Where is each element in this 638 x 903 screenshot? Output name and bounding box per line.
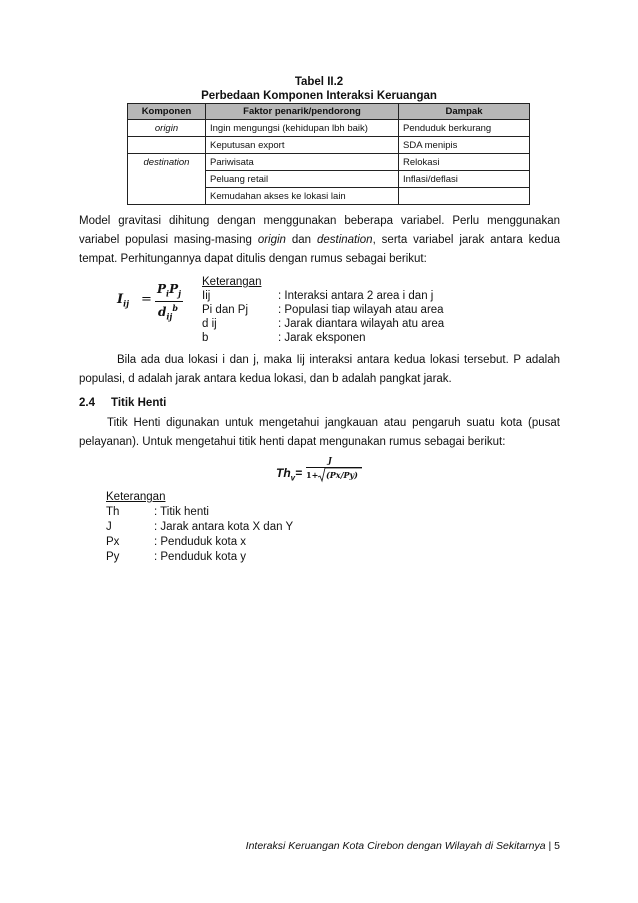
th-lhs-sub: v bbox=[290, 473, 296, 483]
cell-dampak: Inflasi/deflasi bbox=[399, 171, 530, 188]
fraction-bar bbox=[155, 301, 183, 302]
legend-term: Th bbox=[106, 506, 120, 518]
table-header-row bbox=[128, 104, 530, 120]
legend-desc: : Titik henti bbox=[154, 506, 209, 518]
legend-desc: : Jarak diantara wilayah atu area bbox=[278, 318, 445, 330]
cell-komponen bbox=[128, 171, 206, 188]
th-radicand: (Px/Py) bbox=[326, 470, 358, 480]
paragraph-text: Model gravitasi dihitung dengan menggunakan beberapa variabel. Perlu menggunakan variabel populasi masing-masing bbox=[79, 215, 560, 246]
th-numerator: J bbox=[328, 455, 332, 465]
formula-lhs: I bbox=[117, 292, 124, 307]
table-row bbox=[128, 154, 530, 171]
table-row bbox=[128, 188, 530, 205]
section-text: Titik Henti digunakan untuk mengetahui jangkauan atau pengaruh suatu kota (pusat pelayanan). Untuk mengetahui titik henti dapat mengunakan rumus sebagai berikut: bbox=[79, 417, 560, 448]
gravity-paragraph bbox=[79, 212, 560, 269]
legend-term: Py bbox=[106, 551, 120, 563]
cell-faktor: Pariwisata bbox=[206, 154, 399, 171]
formula-sub: i bbox=[166, 288, 170, 299]
th-one: 1+ bbox=[306, 470, 319, 480]
legend-desc: : Penduduk kota y bbox=[154, 551, 247, 563]
th-formula bbox=[276, 453, 372, 497]
gravity-formula bbox=[117, 282, 197, 326]
section-title: Titik Henti bbox=[111, 397, 167, 409]
formula-sup: b bbox=[172, 303, 178, 313]
formula-lhs-sub: ij bbox=[123, 298, 130, 309]
cell-dampak: Relokasi bbox=[399, 154, 530, 171]
cell-komponen bbox=[128, 188, 206, 205]
legend-term: d ij bbox=[202, 318, 217, 330]
cell-faktor: Kemudahan akses ke lokasi lain bbox=[206, 188, 399, 205]
legend-term: Px bbox=[106, 536, 120, 548]
table-row bbox=[128, 120, 530, 137]
legend-desc: : Populasi tiap wilayah atau area bbox=[278, 304, 444, 316]
legend-desc: : Jarak antara kota X dan Y bbox=[154, 521, 294, 533]
formula-numerator bbox=[157, 282, 181, 298]
destination-term: destination bbox=[316, 234, 373, 246]
keterangan-title: Keterangan bbox=[202, 276, 262, 288]
formula-p: P bbox=[157, 282, 167, 296]
legend-term: Iij bbox=[202, 290, 211, 302]
table-row bbox=[128, 137, 530, 154]
components-table bbox=[127, 103, 530, 205]
footer-title: Interaksi Keruangan Kota Cirebon dengan Wilayah di Sekitarnya bbox=[245, 840, 546, 852]
formula-sub: ij bbox=[166, 311, 173, 322]
legend-desc: : Interaksi antara 2 area i dan j bbox=[278, 290, 434, 302]
legend-desc: : Jarak eksponen bbox=[278, 332, 366, 344]
cell-dampak: SDA menipis bbox=[399, 137, 530, 154]
page-number: 5 bbox=[554, 840, 560, 852]
formula-d: d bbox=[158, 305, 167, 319]
legend-term: b bbox=[202, 332, 209, 344]
cell-komponen: destination bbox=[128, 154, 206, 171]
footer-separator: | bbox=[548, 840, 552, 852]
formula-denominator bbox=[158, 303, 178, 321]
formula-equals: = bbox=[141, 292, 152, 307]
th-lhs: Th bbox=[276, 466, 291, 480]
legend-term: Pi dan Pj bbox=[202, 304, 249, 316]
formula-p: P bbox=[169, 282, 179, 296]
keterangan-title: Keterangan bbox=[106, 491, 166, 503]
section-number: 2.4 bbox=[79, 397, 95, 409]
header-faktor: Faktor penarik/pendorong bbox=[206, 104, 399, 120]
page-footer bbox=[0, 840, 560, 852]
paragraph-text: , serta variabel jarak antara kedua tempat. Perhitungannya dapat ditulis dengan rumus sebagai berikut: bbox=[79, 234, 561, 265]
cell-komponen bbox=[128, 137, 206, 154]
header-dampak: Dampak bbox=[399, 104, 530, 120]
cell-dampak: Penduduk berkurang bbox=[399, 120, 530, 137]
table-row bbox=[128, 171, 530, 188]
legend-term: J bbox=[106, 521, 112, 533]
th-equals: = bbox=[295, 466, 303, 480]
table-label: Tabel II.2 bbox=[294, 76, 344, 88]
interaction-paragraph: Bila ada dua lokasi i dan j, maka Iij interaksi antara kedua lokasi tersebut. P adalah populasi, d adalah jarak antara kedua lokasi, dan b adalah pangkat jarak. bbox=[79, 354, 560, 385]
formula-sub: j bbox=[178, 288, 182, 299]
origin-term: origin bbox=[257, 234, 286, 246]
paragraph-text: dan bbox=[285, 234, 317, 246]
legend-desc: : Penduduk kota x bbox=[154, 536, 247, 548]
cell-faktor: Keputusan export bbox=[206, 137, 399, 154]
cell-faktor: Peluang retail bbox=[206, 171, 399, 188]
header-komponen: Komponen bbox=[128, 104, 206, 120]
cell-faktor: Ingin mengungsi (kehidupan lbh baik) bbox=[206, 120, 399, 137]
cell-dampak bbox=[399, 188, 530, 205]
table-title: Perbedaan Komponen Interaksi Keruangan bbox=[201, 90, 437, 102]
cell-komponen: origin bbox=[128, 120, 206, 137]
